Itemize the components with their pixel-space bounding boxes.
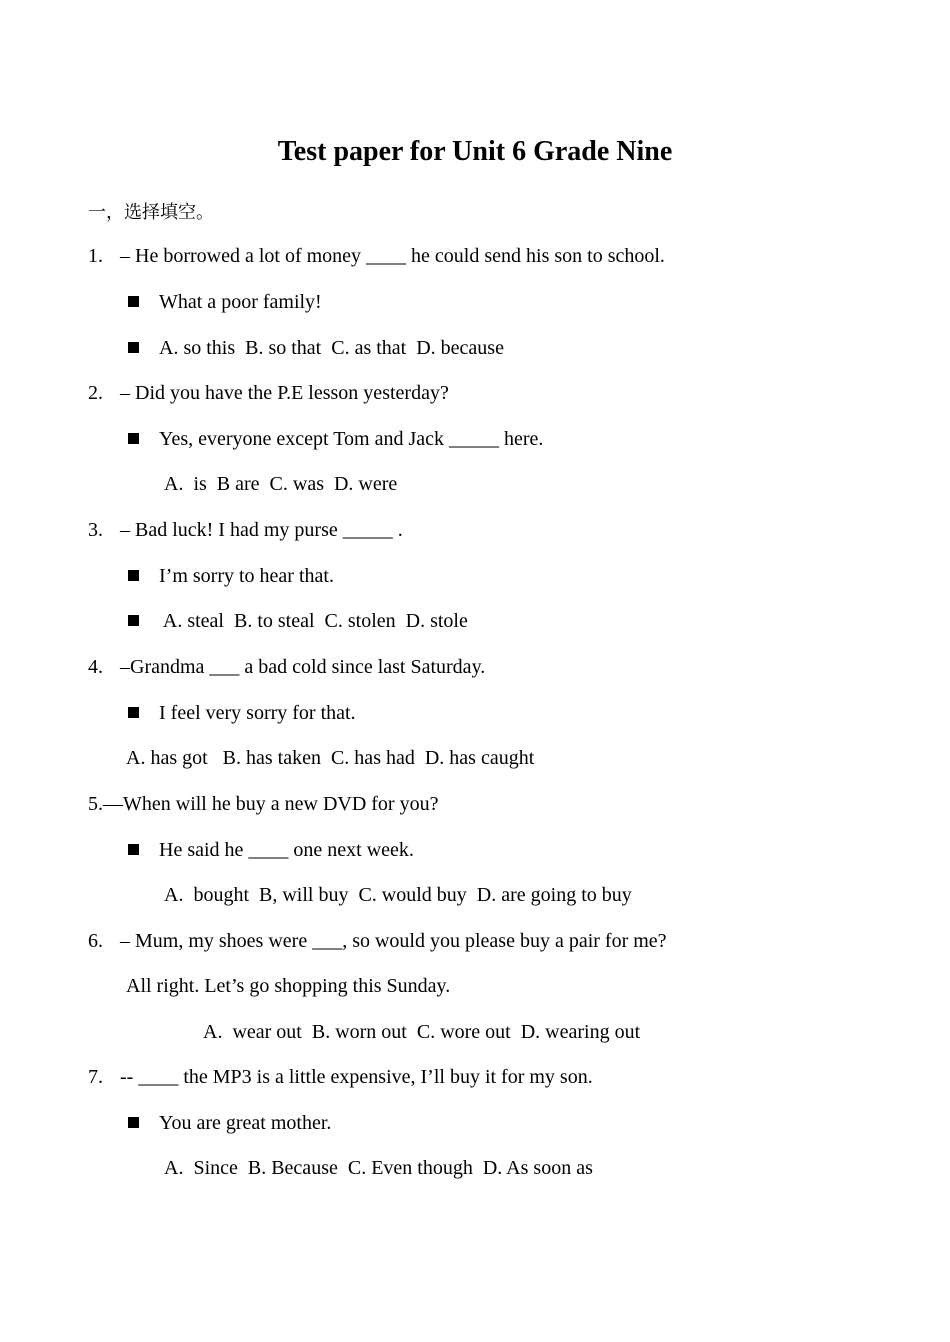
question-options: A. bought B, will buy C. would buy D. are going to buy: [164, 884, 632, 906]
question-number: 2.: [88, 382, 103, 404]
page-title: Test paper for Unit 6 Grade Nine: [277, 136, 673, 167]
bullet-square-icon: [128, 433, 139, 444]
question-options: A. is B are C. was D. were: [164, 473, 398, 495]
question-number: 1.: [88, 245, 103, 267]
question-reply: You are great mother.: [159, 1112, 332, 1134]
bullet-square-icon: [128, 844, 139, 855]
section-heading: 一，选择填空。: [88, 202, 214, 223]
question-stem: 5.—When will he buy a new DVD for you?: [88, 793, 439, 815]
question-options: A. Since B. Because C. Even though D. As soon as: [164, 1157, 593, 1179]
question-reply: I’m sorry to hear that.: [159, 565, 334, 587]
question-reply: He said he ____ one next week.: [159, 839, 414, 861]
bullet-square-icon: [128, 1117, 139, 1128]
question-stem: -- ____ the MP3 is a little expensive, I’ll buy it for my son.: [120, 1066, 593, 1088]
question-number: 6.: [88, 930, 103, 952]
question-stem: – Mum, my shoes were ___, so would you please buy a pair for me?: [120, 930, 667, 952]
question-number: 4.: [88, 656, 103, 678]
question-stem: – Did you have the P.E lesson yesterday?: [120, 382, 449, 404]
bullet-square-icon: [128, 570, 139, 581]
question-options: A. wear out B. worn out C. wore out D. wearing out: [203, 1021, 641, 1043]
question-stem: – Bad luck! I had my purse _____ .: [120, 519, 403, 541]
question-number: 3.: [88, 519, 103, 541]
question-reply: All right. Let’s go shopping this Sunday.: [126, 975, 451, 997]
bullet-square-icon: [128, 342, 139, 353]
question-options: A. has got B. has taken C. has had D. has caught: [126, 747, 535, 769]
question-reply: Yes, everyone except Tom and Jack _____ here.: [159, 428, 544, 450]
bullet-square-icon: [128, 615, 139, 626]
question-reply: I feel very sorry for that.: [159, 702, 356, 724]
question-stem: –Grandma ___ a bad cold since last Saturday.: [120, 656, 486, 678]
question-options: A. steal B. to steal C. stolen D. stole: [159, 610, 468, 632]
bullet-square-icon: [128, 296, 139, 307]
question-stem: – He borrowed a lot of money ____ he could send his son to school.: [120, 245, 665, 267]
bullet-square-icon: [128, 707, 139, 718]
question-reply: What a poor family!: [159, 291, 322, 313]
question-number: 7.: [88, 1066, 103, 1088]
question-options: A. so this B. so that C. as that D. because: [159, 337, 504, 359]
